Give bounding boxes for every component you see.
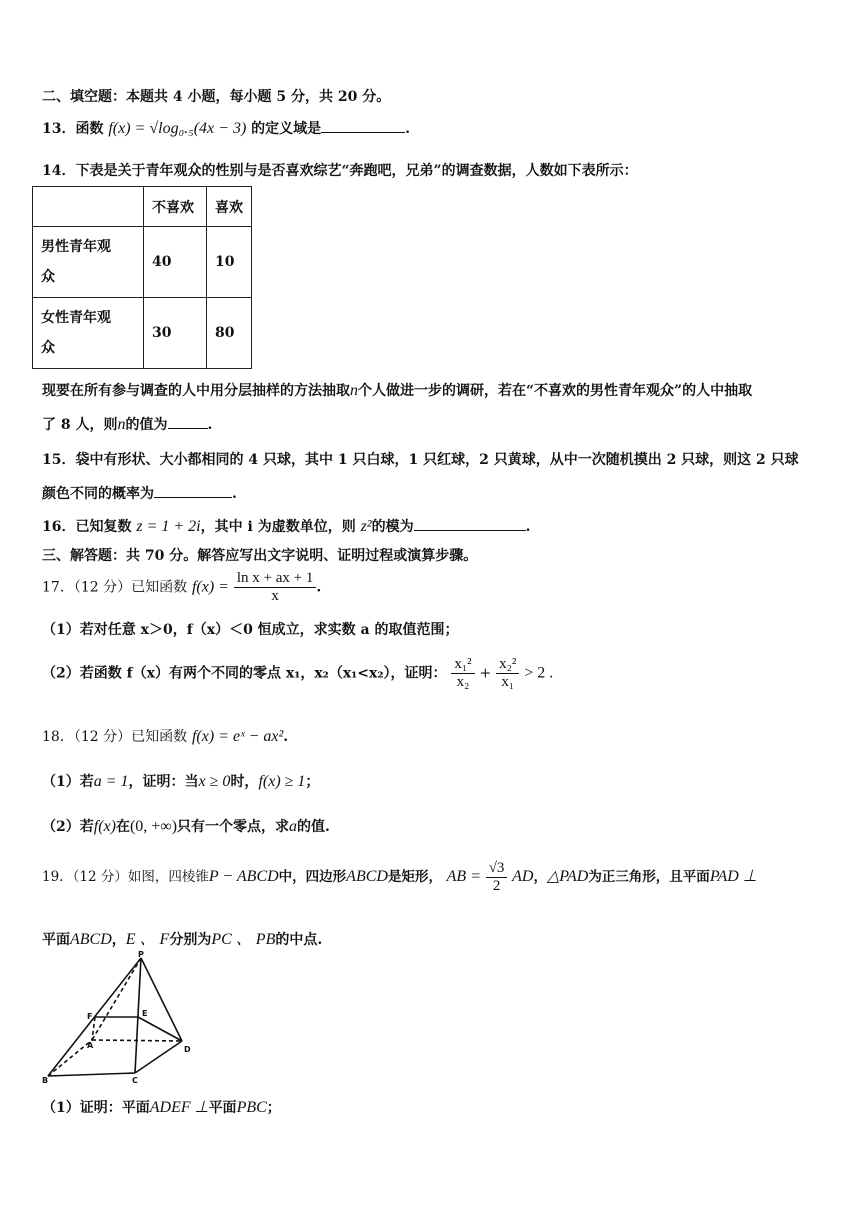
answer-blank[interactable] [321, 118, 405, 133]
fraction: $\frac{√3}{2}$ [486, 860, 508, 895]
table-cell: 80 [207, 298, 252, 369]
question-15-line2: 颜色不同的概率为 . [42, 483, 237, 503]
label-e: E [142, 1009, 148, 1018]
question-17-part-1: （1）若对任意 x＞0，f（x）＜0 恒成立，求实数 a 的取值范围； [42, 622, 459, 638]
label-f: F [87, 1012, 93, 1021]
edge-ad [92, 1040, 182, 1041]
question-18: 18．（12 分）已知函数 f(x) = eˣ − ax². [42, 728, 289, 745]
section-heading-fill-in: 二、填空题：本题共 4 小题，每小题 5 分，共 20 分。 [42, 89, 391, 105]
edge-cd [135, 1041, 182, 1073]
question-number: 14． [42, 163, 76, 179]
question-14: 14．下表是关于青年观众的性别与是否喜欢综艺“奔跑吧，兄弟”的调查数据，人数如下表所示： [42, 163, 638, 179]
pyramid-figure [40, 950, 200, 1090]
edge-ba [48, 1040, 92, 1076]
table-cell: 10 [207, 227, 252, 298]
question-19-line2: 平面ABCD，E 、 F分别为PC 、 PB的中点. [42, 931, 323, 948]
question-17: 17．（12 分）已知函数 f(x) = $\frac{\text{ln x + ax + 1}}{x}$ . [42, 570, 322, 604]
question-19: 19．（12 分）如图，四棱锥P − ABCD中，四边形ABCD是矩形， AB = $\frac{√3}{2}$ AD，△PAD为正三角形，且平面PAD ⊥ [42, 860, 757, 894]
table-header-cell: 不喜欢 [144, 187, 207, 227]
table-cell: 30 [144, 298, 207, 369]
label-d: D [184, 1045, 191, 1054]
question-19-part-1: （1）证明：平面ADEF ⊥平面PBC； [42, 1099, 281, 1116]
table-row [33, 227, 252, 298]
answer-blank[interactable] [168, 414, 208, 429]
edge-pa [92, 958, 141, 1040]
question-16: 16．已知复数 z = 1 + 2i，其中 i 为虚数单位，则 z²的模为 . [42, 518, 531, 535]
answer-blank[interactable] [154, 483, 232, 498]
table-cell: 40 [144, 227, 207, 298]
label-p: P [138, 950, 144, 959]
question-number: 15． [42, 452, 76, 468]
label-b: B [42, 1076, 49, 1085]
question-15: 15．袋中有形状、大小都相同的 4 只球，其中 1 只白球，1 只红球，2 只黄球，从中一次随机摸出 2 只球，则这 2 只球 [42, 452, 799, 468]
edge-pd [141, 958, 182, 1041]
fraction: $\frac{\text{ln x + ax + 1}}{x}$ [234, 570, 317, 605]
table-header-empty [33, 187, 144, 227]
question-18-part-1: （1）若a = 1，证明：当x ≥ 0时，f(x) ≥ 1； [42, 773, 320, 790]
question-number: 16． [42, 519, 76, 535]
section-heading-solve: 三、解答题：共 70 分。解答应写出文字说明、证明过程或演算步骤。 [42, 548, 478, 564]
fraction: $\frac{\text{x₂²}}{\text{x₁}}$ [496, 656, 519, 691]
question-17-part-2: （2）若函数 f（x）有两个不同的零点 x₁，x₂（x₁<x₂），证明： $\frac{\text{x₁²}}{\text{x₂}}$ + $\frac{\text{x₂²}}{\text{x₁}}$ > 2 . [42, 656, 554, 690]
answer-blank[interactable] [414, 516, 526, 531]
table-header-cell: 喜欢 [207, 187, 252, 227]
question-number: 13． [42, 121, 76, 137]
table-row [33, 298, 252, 369]
label-a: A [87, 1041, 94, 1050]
function-expression: f(x) = √log₀.₅(4x − 3) [108, 120, 247, 137]
question-14-followup-2: 了 8 人，则n的值为 . [42, 416, 213, 433]
table-row-label: 男性青年观 众 [33, 227, 144, 298]
question-13: 13．函数 f(x) = √log₀.₅(4x − 3) 的定义域是 . [42, 120, 411, 137]
fraction: $\frac{\text{x₁²}}{\text{x₂}}$ [451, 656, 474, 691]
label-c: C [132, 1076, 138, 1085]
question-14-followup-1: 现要在所有参与调查的人中用分层抽样的方法抽取n个人做进一步的调研，若在“不喜欢的男性青年观众”的人中抽取 [42, 382, 753, 399]
edge-pc [135, 958, 141, 1073]
edge-bc [48, 1073, 135, 1076]
table-row-label: 女性青年观 众 [33, 298, 144, 369]
survey-table [32, 186, 252, 369]
question-18-part-2: （2）若f(x)在(0, +∞)只有一个零点，求a的值. [42, 818, 330, 835]
